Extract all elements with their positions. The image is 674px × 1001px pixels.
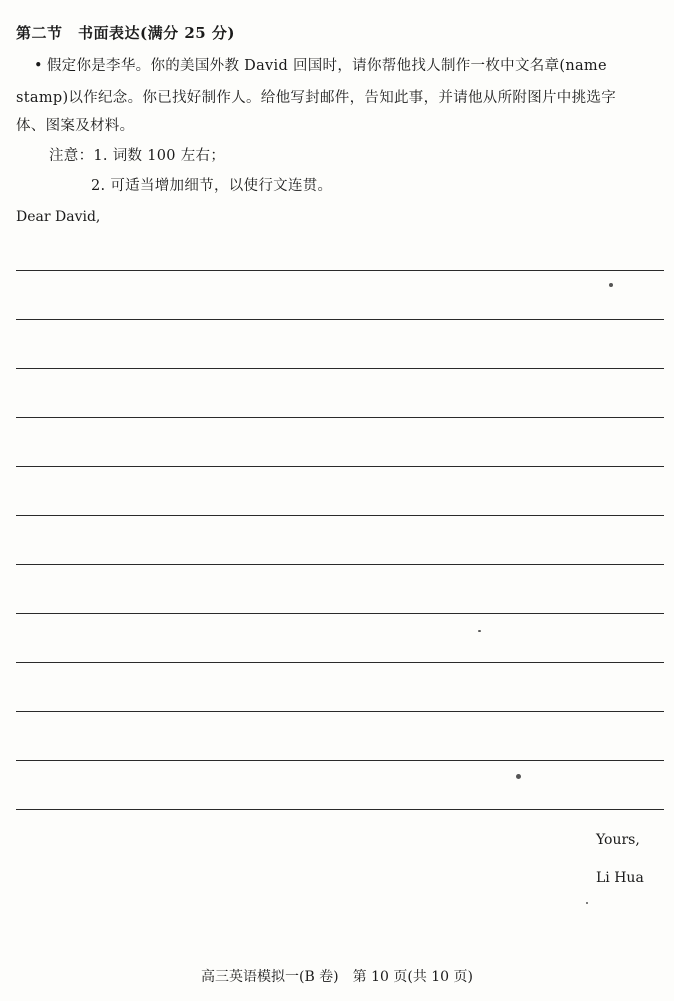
writing-line bbox=[16, 613, 664, 614]
note-add-details: 2. 可适当增加细节，以使行文连贯。 bbox=[91, 178, 333, 194]
page-footer: 高三英语模拟一(B 卷) 第 10 页(共 10 页) bbox=[200, 969, 473, 985]
writing-line bbox=[16, 809, 664, 810]
writing-line bbox=[16, 466, 664, 467]
writing-line bbox=[16, 417, 664, 418]
prompt-line-2: stamp)以作纪念。你已找好制作人。给他写封邮件，告知此事，并请他从所附图片中挑选字 bbox=[16, 90, 616, 106]
scan-speck bbox=[478, 630, 481, 632]
scan-speck bbox=[609, 283, 613, 287]
writing-line bbox=[16, 368, 664, 369]
bullet-icon: • bbox=[34, 58, 43, 74]
writing-line bbox=[16, 711, 664, 712]
note-word-count: 注意：1. 词数 100 左右； bbox=[49, 148, 226, 164]
closing: Yours, bbox=[596, 832, 640, 848]
writing-line bbox=[16, 515, 664, 516]
signature: Li Hua bbox=[596, 870, 644, 886]
writing-line bbox=[16, 270, 664, 271]
prompt-line-3: 体、图案及材料。 bbox=[16, 118, 135, 134]
scan-speck bbox=[586, 902, 588, 904]
salutation: Dear David, bbox=[16, 209, 101, 225]
section-heading: 第二节 书面表达(满分 25 分) bbox=[16, 24, 236, 42]
writing-line bbox=[16, 760, 664, 761]
writing-line bbox=[16, 662, 664, 663]
scan-speck bbox=[516, 774, 521, 779]
writing-line bbox=[16, 564, 664, 565]
prompt-line-1-text: 假定你是李华。你的美国外教 David 回国时，请你帮他找人制作一枚中文名章(name bbox=[46, 58, 607, 74]
writing-line bbox=[16, 319, 664, 320]
prompt-line-1 bbox=[34, 54, 607, 75]
